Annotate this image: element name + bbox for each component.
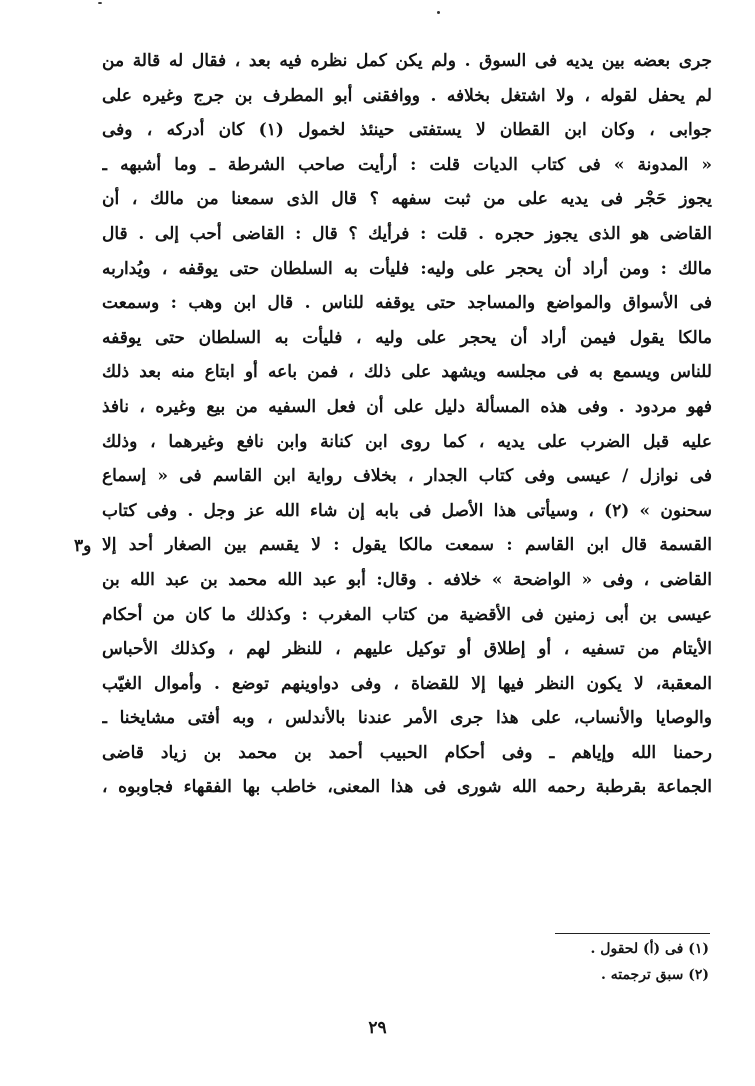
body-line: الأيتام من تسفيه ، أو إطلاق أو توكيل عليهم ، للنظر لهم ، وكذلك الأحباس <box>102 639 712 660</box>
body-line: جرى بعضه بين يديه فى السوق . ولم يكن كمل نظره فيه بعد ، فقال له قالة من <box>102 51 712 71</box>
body-line: الجماعة بقرطبة رحمه الله شورى فى هذا المعنى، خاطب بها الفقهاء فجاوبوه ، <box>102 777 712 798</box>
body-line: سحنون » (٢) ، وسيأتى هذا الأصل فى بابه إن شاء الله عز وجل . وفى كتاب <box>102 500 712 521</box>
footnote: (٢) سبق ترجمته . <box>600 967 709 983</box>
body-line: « المدونة » فى كتاب الديات قلت : أرأيت صاحب الشرطة ـ وما أشبهه ـ <box>102 154 712 175</box>
body-line: يجوز حَجْر فى يديه على من ثبت سفهه ؟ قال الذى سمعنا من مالك ، أن <box>102 189 712 210</box>
body-line: لم يحفل لقوله ، ولا اشتغل بخلافه . ووافقنى أبو المطرف بن جرج وغيره على <box>102 85 712 106</box>
page-number: ٢٩ <box>368 1018 387 1038</box>
margin-folio-note: و٣ <box>74 536 92 556</box>
footnotes <box>409 936 709 988</box>
body-line: عليه قبل الضرب على يديه ، كما روى ابن كنانة وابن نافع وغيرهما ، وذلك <box>102 431 712 452</box>
body-line: عيسى بن أبى زمنين فى الأقضية من كتاب المغرب : وكذلك ما كان من أحكام <box>102 604 712 625</box>
body-line: مالكا يقول فيمن أراد أن يحجر على وليه ، فليأت به السلطان حتى يوقفه <box>102 327 712 348</box>
body-line: جوابى ، وكان ابن القطان لا يستفتى حينئذ لخمول (١) كان أدركه ، وفى <box>102 120 712 141</box>
body-line: فى نوازل / عيسى وفى كتاب الجدار ، بخلاف رواية ابن القاسم فى « إسماع <box>102 466 712 487</box>
body-line: فى الأسواق والمواضع والمساجد حتى يوقفه للناس . قال ابن وهب : وسمعت <box>102 293 712 314</box>
ink-speck <box>437 11 440 14</box>
body-line: مالك : ومن أراد أن يحجر على وليه: فليأت به السلطان حتى يوقفه ، ويُداربه <box>102 258 712 279</box>
body-text <box>102 44 712 805</box>
footnote-divider <box>555 933 710 934</box>
body-line: والوصايا والأنساب، على هذا جرى الأمر عندنا بالأندلس ، وبه أفتى مشايخنا ـ <box>102 708 712 729</box>
body-line: للناس ويسمع به فى مجلسه ويشهد على ذلك ، فمن باعه أو ابتاع منه بعد ذلك <box>102 362 712 383</box>
body-line: القسمة قال ابن القاسم : سمعت مالكا يقول : لا يقسم بين الصغار أحد إلا <box>102 535 712 556</box>
body-line: رحمنا الله وإياهم ـ وفى أحكام الحبيب أحمد بن محمد بن زياد قاضى <box>102 742 712 763</box>
body-line: القاضى هو الذى يجوز حجره . قلت : فرأيك ؟ قال : القاضى أحب إلى . قال <box>102 223 712 244</box>
body-line: القاضى ، وفى « الواضحة » خلافه . وقال: أبو عبد الله محمد بن عبد الله بن <box>102 569 712 590</box>
footnote: (١) فى (أ) لحقول . <box>590 941 709 957</box>
body-line: المعقبة، لا يكون النظر فيها إلا للقضاة ، وفى دواوينهم توضع . وأموال الغيّب <box>102 673 712 694</box>
body-line: فهو مردود . وفى هذه المسألة دليل على أن فعل السفيه من بيع وغيره ، نافذ <box>102 396 712 417</box>
ink-speck <box>98 2 102 4</box>
